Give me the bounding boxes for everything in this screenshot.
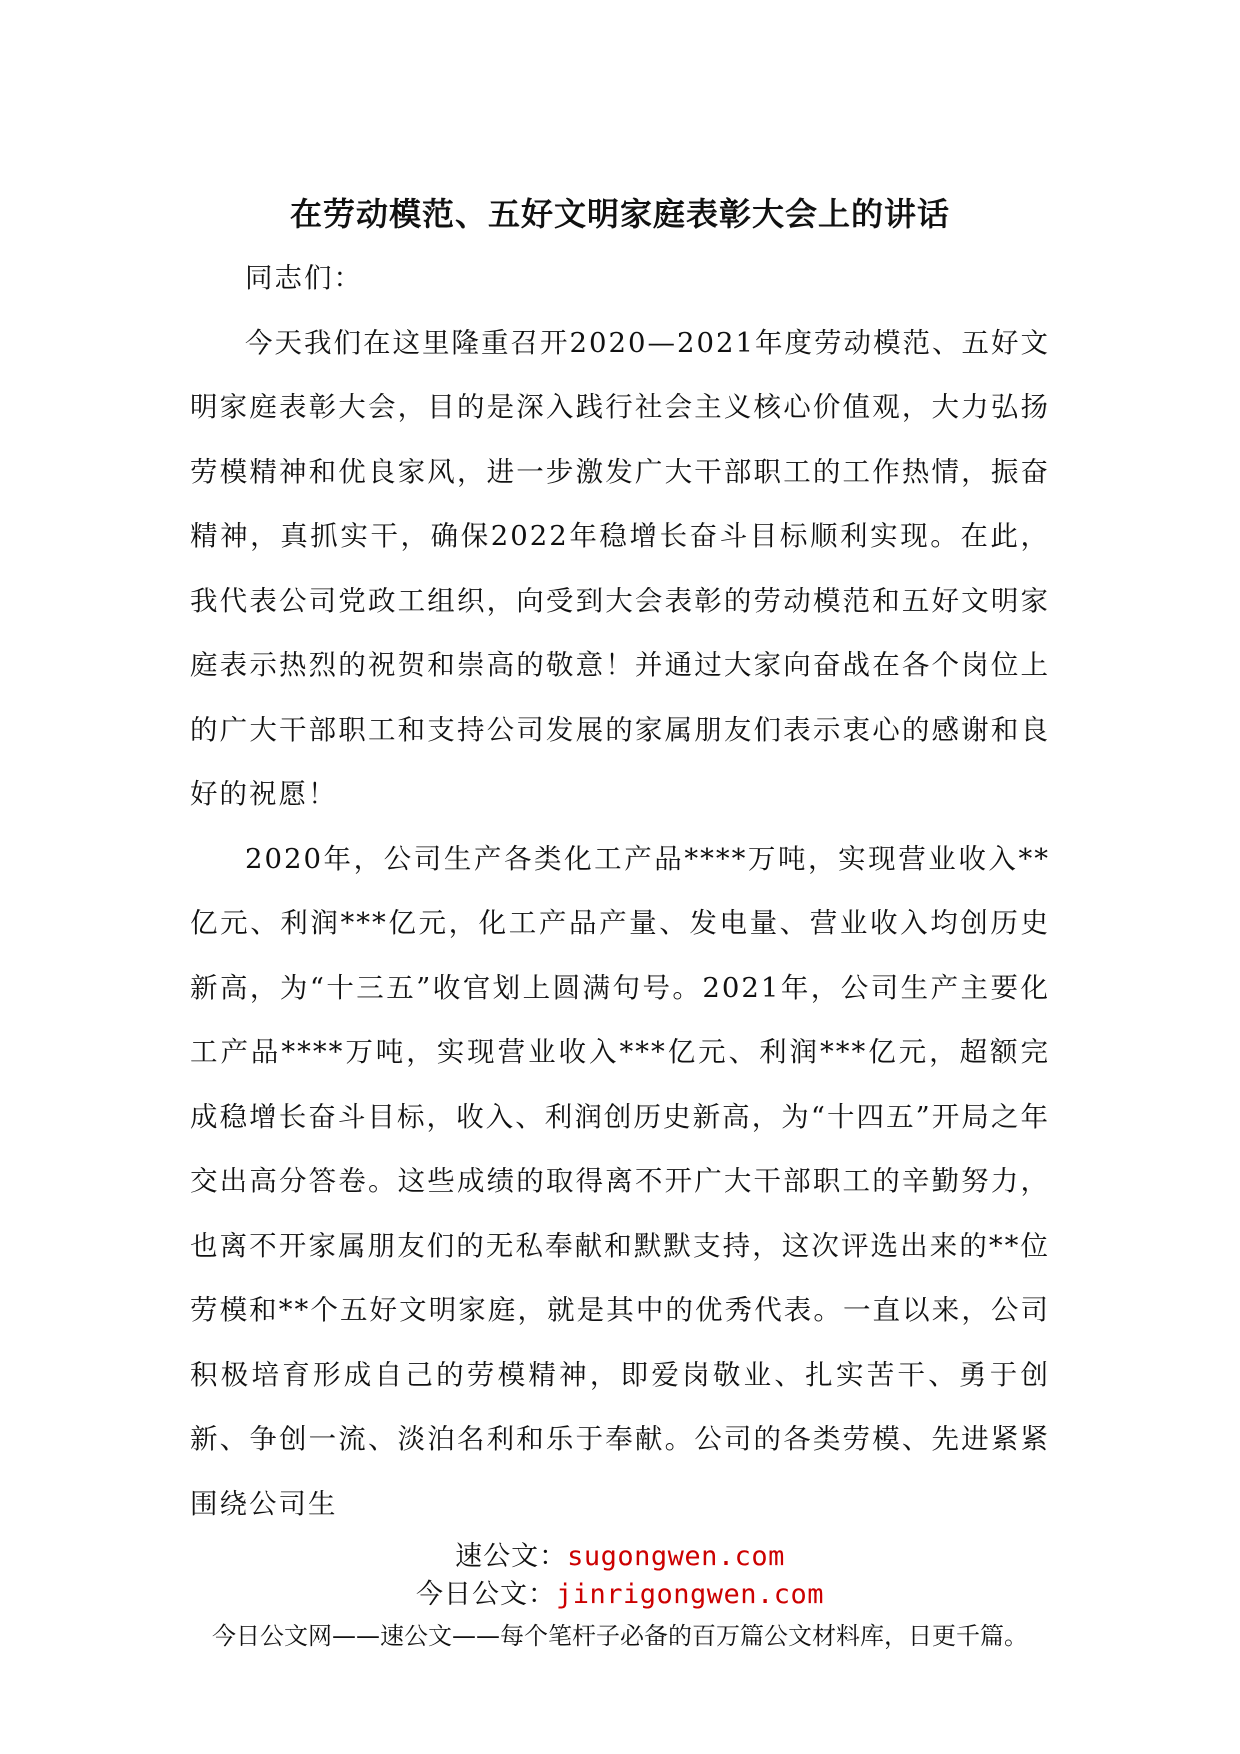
- document-title: 在劳动模范、五好文明家庭表彰大会上的讲话: [289, 195, 950, 233]
- footer-tagline: 今日公文网——速公文——每个笔杆子必备的百万篇公文材料库，日更千篇。: [212, 1622, 1028, 1650]
- paragraph-1: 今天我们在这里隆重召开2020—2021年度劳动模范、五好文明家庭表彰大会，目的是深入践行社会主义核心价值观，大力弘扬劳模精神和优良家风，进一步激发广大干部职工的工作热情，振奋精神，真抓实干，确保2022年稳增长奋斗目标顺利实现。在此，我代表公司党政工组织，向受到大会表彰的劳动模范和五好文明家庭表示热烈的祝贺和崇高的敬意！并通过大家向奋战在各个岗位上的广大干部职工和支持公司发展的家属朋友们表示衷心的感谢和良好的祝愿！: [190, 326, 1050, 810]
- document-body: [190, 246, 1050, 1536]
- footer-line-sugongwen: [0, 1538, 1240, 1576]
- footer-link-sugongwen[interactable]: sugongwen.com: [567, 1541, 785, 1572]
- footer-watermark: [0, 1538, 1240, 1654]
- footer-label-2: 今日公文：: [415, 1579, 556, 1610]
- footer-label-1: 速公文：: [455, 1541, 568, 1572]
- footer-link-jinrigongwen[interactable]: jinrigongwen.com: [555, 1579, 825, 1610]
- salutation: 同志们：: [245, 262, 363, 294]
- footer-line-jinrigongwen: [0, 1576, 1240, 1614]
- paragraph-2: 2020年，公司生产各类化工产品****万吨，实现营业收入**亿元、利润***亿元，化工产品产量、发电量、营业收入均创历史新高，为“十三五”收官划上圆满句号。2021年，公司生产主要化工产品****万吨，实现营业收入***亿元、利润***亿元，超额完成稳增长奋斗目标，收入、利润创历史新高，为“十四五”开局之年交出高分答卷。这些成绩的取得离不开广大干部职工的辛勤努力，也离不开家属朋友们的无私奉献和默默支持，这次评选出来的**位劳模和**个五好文明家庭，就是其中的优秀代表。一直以来，公司积极培育形成自己的劳模精神，即爱岗敬业、扎实苦干、勇于创新、争创一流、淡泊名利和乐于奉献。公司的各类劳模、先进紧紧围绕公司生: [190, 842, 1050, 1520]
